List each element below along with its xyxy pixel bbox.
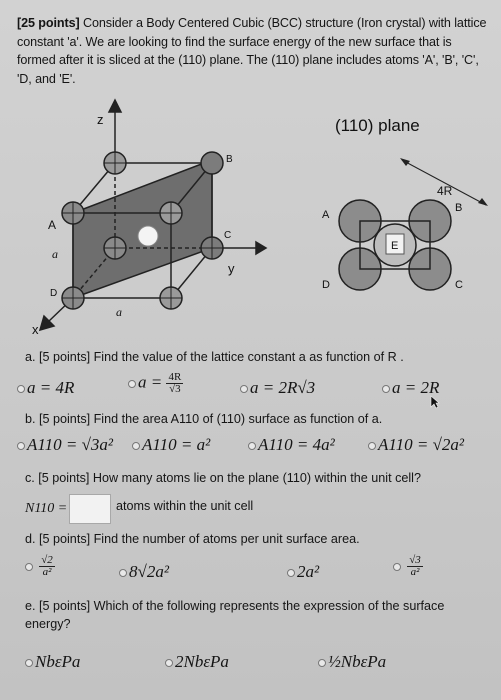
radio-icon[interactable] <box>318 659 326 667</box>
radio-icon[interactable] <box>287 569 295 577</box>
qc-suffix: atoms within the unit cell <box>116 499 254 513</box>
radio-icon[interactable] <box>393 563 401 571</box>
qd-option-1[interactable] <box>25 555 55 578</box>
dimension-line-4R <box>402 160 486 205</box>
plane-title: (110) plane <box>335 116 420 135</box>
qd-option-3[interactable]: 2a² <box>287 562 319 582</box>
z-axis-label: z <box>97 112 104 127</box>
a-label-left: a <box>52 247 58 261</box>
qd-option-1-fraction: $\frac{√2}{\text{a²}}$ <box>41 554 53 578</box>
radio-icon[interactable] <box>132 442 140 450</box>
y-axis-label: y <box>228 261 235 276</box>
a-label-bottom: a <box>116 305 122 319</box>
qd-option-4[interactable] <box>393 555 423 578</box>
radio-icon[interactable] <box>240 385 248 393</box>
question-a-prompt: a. [5 points] Find the value of the lattice constant a as function of R . <box>25 350 404 364</box>
plane-B-label: B <box>455 202 463 214</box>
plane-E-label: E <box>391 240 399 252</box>
qb-option-3[interactable]: A110 = 4a² <box>248 435 335 455</box>
x-axis-label: x <box>32 322 39 337</box>
radio-icon[interactable] <box>165 659 173 667</box>
qd-option-4-fraction: $\frac{√3}{\text{a²}}$ <box>409 554 421 578</box>
qe-option-2[interactable]: 2NbεPa <box>165 652 229 672</box>
qe-prompt-line2: energy? <box>25 617 71 631</box>
dim-4R-label: 4R <box>437 184 453 198</box>
body-center-atom <box>138 226 158 246</box>
atom-D-label: D <box>50 288 58 299</box>
question-d-prompt: d. [5 points] Find the number of atoms per unit surface area. <box>25 532 360 546</box>
atom-C-label: C <box>224 230 232 241</box>
qa-option-3[interactable]: a = 2R√3 <box>240 378 315 398</box>
radio-icon[interactable] <box>17 385 25 393</box>
qb-option-2[interactable]: A110 = a² <box>132 435 210 455</box>
intro-text: Consider a Body Centered Cubic (BCC) structure (Iron crystal) with lattice constant 'a'. We are looking to find the surface energy of the new surface that is formed after it is sliced at the (110) plane. The (110) plane includes atoms 'A', 'B', 'C', 'D, and 'E'. <box>17 16 487 86</box>
qa-option-1[interactable]: a = 4R <box>17 378 74 398</box>
radio-icon[interactable] <box>25 563 33 571</box>
qe-option-3[interactable]: ½NbεPa <box>318 652 386 672</box>
atom-A-label: A <box>48 218 57 232</box>
radio-icon[interactable] <box>17 442 25 450</box>
qa-option-4[interactable]: a = 2R <box>382 378 439 398</box>
qc-answer-input[interactable] <box>69 494 111 524</box>
plane-C-label: C <box>455 279 463 291</box>
problem-intro <box>17 14 487 88</box>
qa-option-2[interactable]: a = $\frac{4R}{√3}$ <box>128 372 183 395</box>
qc-lhs: N110 = <box>25 501 68 516</box>
radio-icon[interactable] <box>368 442 376 450</box>
dimension-arrow-right <box>478 198 488 206</box>
mouse-cursor-icon <box>430 395 440 409</box>
qe-prompt-line1: e. [5 points] Which of the following represents the expression of the surface <box>25 599 445 613</box>
qe-option-1[interactable]: NbεPa <box>25 652 80 672</box>
plane-D-label: D <box>322 279 330 291</box>
atom-B-label: B <box>226 154 233 165</box>
radio-icon[interactable] <box>248 442 256 450</box>
radio-icon[interactable] <box>382 385 390 393</box>
qd-option-2[interactable]: 8√2a² <box>119 562 169 582</box>
plane-A-label: A <box>322 209 330 221</box>
question-c-prompt: c. [5 points] How many atoms lie on the plane (110) within the unit cell? <box>25 471 421 485</box>
radio-icon[interactable] <box>25 659 33 667</box>
qb-option-1[interactable]: A110 = √3a² <box>17 435 113 455</box>
points-label: [25 points] <box>17 16 80 30</box>
qb-option-4[interactable]: A110 = √2a² <box>368 435 464 455</box>
question-b-prompt: b. [5 points] Find the area A110 of (110) surface as function of a. <box>25 412 383 426</box>
qa-option-2-fraction: $\frac{4R}{√3}$ <box>168 371 182 395</box>
bcc-figure <box>0 95 501 345</box>
radio-icon[interactable] <box>128 380 136 388</box>
radio-icon[interactable] <box>119 569 127 577</box>
dimension-arrow-left <box>400 158 410 166</box>
question-e-prompt <box>25 597 495 633</box>
